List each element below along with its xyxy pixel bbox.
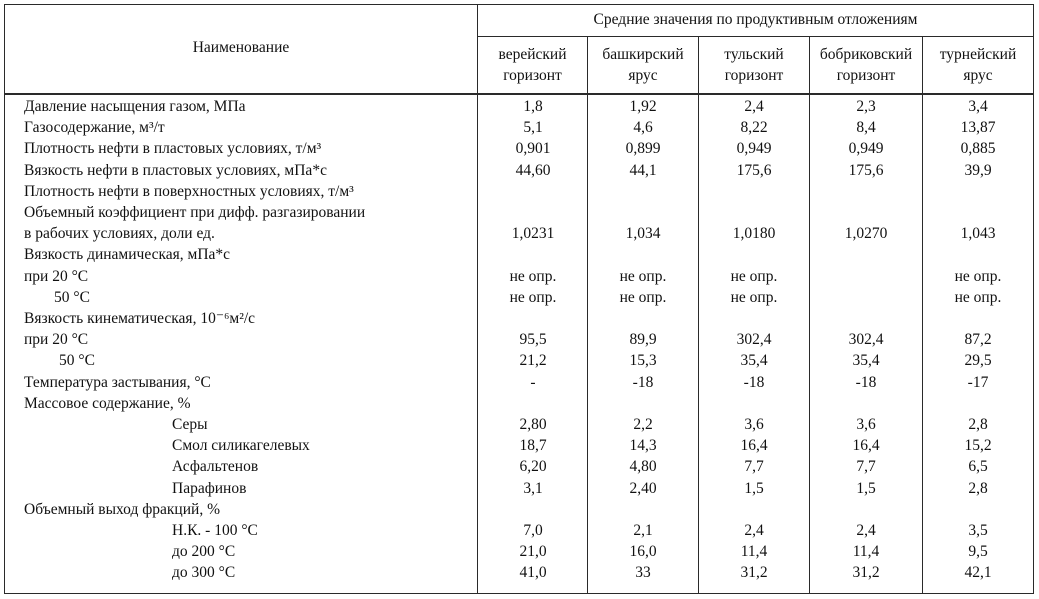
value-cell: - [530, 374, 536, 391]
table-bottom-border [4, 593, 1034, 594]
row-label: Плотность нефти в пластовых условиях, т/м³ [24, 140, 322, 157]
value-cell: 29,5 [964, 352, 992, 369]
column-divider [587, 36, 588, 594]
column-header-turneisky [923, 44, 1033, 86]
value-cell: 4,6 [633, 119, 653, 136]
value-cell: 7,7 [856, 458, 876, 475]
row-label: Смол силикагелевых [172, 437, 310, 454]
column-header-line: горизонт [836, 67, 896, 84]
value-cell: 2,4 [744, 98, 764, 115]
value-cell: 8,22 [740, 119, 768, 136]
value-cell: 31,2 [852, 564, 880, 581]
row-label: Н.К. - 100 °С [172, 522, 258, 539]
value-cell: 0,885 [960, 140, 996, 157]
value-cell: 302,4 [848, 331, 884, 348]
value-cell: 11,4 [740, 543, 768, 560]
row-label: при 20 °С [24, 268, 89, 285]
value-cell: 14,3 [629, 437, 657, 454]
table-right-border [1033, 4, 1034, 594]
value-cell: 3,1 [523, 480, 543, 497]
value-cell: 7,0 [523, 522, 543, 539]
value-cell: 6,20 [519, 458, 547, 475]
value-cell: 11,4 [852, 543, 880, 560]
value-cell: 1,92 [629, 98, 657, 115]
value-cell: 8,4 [856, 119, 876, 136]
column-header-bobrikovsky [810, 44, 922, 86]
value-cell: 44,1 [629, 162, 657, 179]
value-cell: 0,901 [515, 140, 551, 157]
value-cell: 3,4 [968, 98, 988, 115]
value-cell: не опр. [954, 289, 1002, 306]
value-cell: 1,0180 [732, 225, 776, 242]
value-cell: 0,949 [736, 140, 772, 157]
column-header-line: горизонт [503, 67, 562, 84]
row-label: при 20 °С [24, 331, 89, 348]
value-cell: не опр. [730, 289, 778, 306]
column-header-line: ярус [628, 67, 658, 84]
value-cell: 33 [635, 564, 651, 581]
table-top-border [4, 4, 1034, 5]
value-cell: -17 [967, 374, 989, 391]
value-cell: 13,87 [960, 119, 996, 136]
value-cell: 2,4 [856, 522, 876, 539]
name-column-divider [477, 4, 478, 594]
column-divider [698, 36, 699, 594]
value-cell: 1,0231 [511, 225, 555, 242]
value-cell: 35,4 [740, 352, 768, 369]
column-divider [922, 36, 923, 594]
value-cell: 2,8 [968, 480, 988, 497]
value-cell: 15,3 [629, 352, 657, 369]
row-label: 50 °С [54, 289, 90, 306]
value-cell: 7,7 [744, 458, 764, 475]
value-cell: 2,2 [633, 416, 653, 433]
row-label: Вязкость нефти в пластовых условиях, мПа*с [24, 162, 327, 179]
value-cell: 1,8 [523, 98, 543, 115]
value-cell: 2,4 [744, 522, 764, 539]
column-header-line: тульский [724, 46, 784, 63]
value-cell: не опр. [619, 268, 667, 285]
value-cell: 175,6 [736, 162, 772, 179]
value-cell: -18 [743, 374, 765, 391]
value-cell: 1,5 [744, 480, 764, 497]
value-cell: 16,4 [740, 437, 768, 454]
row-label: Объемный выход фракций, % [24, 501, 220, 518]
value-cell: 18,7 [519, 437, 547, 454]
row-label: 50 °С [59, 352, 95, 369]
value-cell: 2,40 [629, 480, 657, 497]
row-label: в рабочих условиях, доли ед. [24, 225, 215, 242]
column-header-line: горизонт [724, 67, 784, 84]
column-header-line: верейский [498, 46, 567, 63]
value-cell: 2,1 [633, 522, 653, 539]
row-label: Вязкость динамическая, мПа*с [24, 246, 231, 263]
value-cell: 42,1 [964, 564, 992, 581]
value-cell: 5,1 [523, 119, 543, 136]
column-header-line: бобриковский [819, 46, 913, 63]
value-cell: не опр. [730, 268, 778, 285]
value-cell: не опр. [954, 268, 1002, 285]
column-header-vereisky [478, 44, 587, 86]
value-cell: 95,5 [519, 331, 547, 348]
value-cell: не опр. [509, 268, 557, 285]
column-header-tulsky [699, 44, 809, 86]
value-cell: 6,5 [968, 458, 988, 475]
row-label: Плотность нефти в поверхностных условиях, т/м³ [24, 183, 354, 200]
row-label: Парафинов [172, 480, 247, 497]
value-cell: 2,80 [519, 416, 547, 433]
value-cell: 1,043 [960, 225, 996, 242]
row-label: Серы [172, 416, 208, 433]
value-cell: 1,034 [625, 225, 661, 242]
row-label: Температура застывания, °С [24, 374, 211, 391]
row-label: Газосодержание, м³/т [24, 119, 165, 136]
row-label: Асфальтенов [172, 458, 259, 475]
row-label: Объемный коэффициент при дифф. разгазировании [24, 204, 366, 221]
value-cell: 39,9 [964, 162, 992, 179]
value-cell: 9,5 [968, 543, 988, 560]
value-cell: 1,5 [856, 480, 876, 497]
column-header-bashkirsky [588, 44, 698, 86]
column-divider [809, 36, 810, 594]
value-cell: 0,899 [625, 140, 661, 157]
value-cell: 4,80 [629, 458, 657, 475]
value-cell: 87,2 [964, 331, 992, 348]
header-group-divider [477, 36, 1034, 37]
value-cell: 16,0 [629, 543, 657, 560]
value-cell: 2,3 [856, 98, 876, 115]
column-header-line: турнейский [939, 46, 1017, 63]
value-cell: -18 [855, 374, 877, 391]
value-cell: 16,4 [852, 437, 880, 454]
row-label: до 300 °С [172, 564, 236, 581]
value-cell: не опр. [619, 289, 667, 306]
row-label: Вязкость кинематическая, 10⁻⁶м²/с [24, 310, 256, 327]
name-column-header: Наименование [192, 39, 290, 56]
value-cell: 3,6 [856, 416, 876, 433]
value-cell: 2,8 [968, 416, 988, 433]
value-cell: 3,5 [968, 522, 988, 539]
table-left-border [4, 4, 5, 594]
value-cell: 0,949 [848, 140, 884, 157]
value-cell: не опр. [509, 289, 557, 306]
group-header-title: Средние значения по продуктивным отложениям [593, 11, 918, 28]
value-cell: 89,9 [629, 331, 657, 348]
value-cell: 302,4 [736, 331, 772, 348]
value-cell: 31,2 [740, 564, 768, 581]
value-cell: 21,0 [519, 543, 547, 560]
row-label: Давление насыщения газом, МПа [24, 98, 246, 115]
value-cell: 35,4 [852, 352, 880, 369]
value-cell: 3,6 [744, 416, 764, 433]
value-cell: 1,0270 [844, 225, 888, 242]
value-cell: 15,2 [964, 437, 992, 454]
value-cell: 21,2 [519, 352, 547, 369]
value-cell: 44,60 [515, 162, 551, 179]
value-cell: 175,6 [848, 162, 884, 179]
value-cell: 41,0 [519, 564, 547, 581]
header-bottom-border [4, 93, 1034, 95]
value-cell: -18 [632, 374, 654, 391]
row-label: до 200 °С [172, 543, 236, 560]
column-header-line: башкирский [602, 46, 684, 63]
column-header-line: ярус [963, 67, 993, 84]
row-label: Массовое содержание, % [24, 395, 191, 412]
